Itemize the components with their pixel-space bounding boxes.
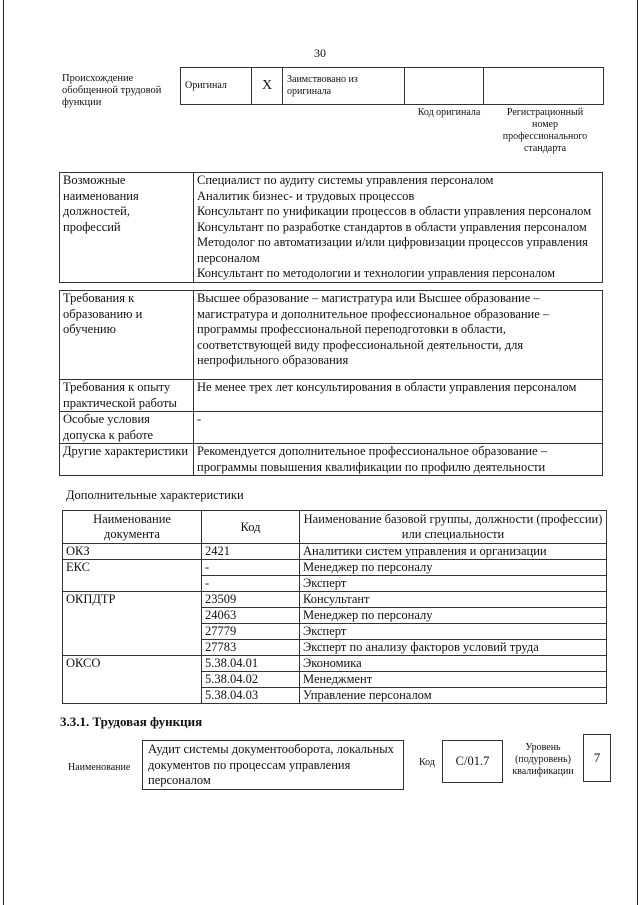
- positions-label: Возможные наименования должностей, профессий: [60, 173, 194, 283]
- name-cell: Экономика: [300, 656, 607, 672]
- position-item: Консультант по методологии и технологии управления персоналом: [197, 266, 556, 280]
- name-cell: Эксперт: [300, 624, 607, 640]
- reg-number-cell: [484, 68, 604, 105]
- code-cell: 27779: [202, 624, 300, 640]
- function-name-box: Аудит системы документооборота, локальных документов по процессам управления персоналом: [142, 740, 404, 790]
- req-special-value: -: [194, 412, 603, 444]
- header-doc: Наименование документа: [63, 511, 202, 544]
- req-education-value: Высшее образование – магистратура или Высшее образование – магистратура и дополнительное профессиональное образование – программы профессиональной переподготовки в области, соответствующей виду профессиональной деятельности, для непрофильного образования: [194, 291, 603, 380]
- doc-cell: ОКПДТР: [63, 592, 202, 656]
- positions-table: [59, 172, 603, 283]
- name-label: Наименование: [68, 762, 131, 773]
- name-cell: Эксперт по анализу факторов условий труда: [300, 640, 607, 656]
- name-cell: Эксперт: [300, 576, 607, 592]
- doc-cell: ОКСО: [63, 656, 202, 704]
- req-experience-label: Требования к опыту практической работы: [60, 380, 194, 412]
- name-cell: Менеджер по персоналу: [300, 560, 607, 576]
- original-label: Оригинал: [181, 68, 252, 105]
- table-row: [63, 592, 607, 608]
- origin-table: [180, 67, 604, 105]
- code-label: Код: [419, 757, 435, 768]
- page-frame-left: [3, 0, 4, 905]
- header-code: Код: [202, 511, 300, 544]
- borrowed-label: Заимствовано из оригинала: [283, 68, 405, 105]
- name-cell: Менеджер по персоналу: [300, 608, 607, 624]
- code-cell: 5.38.04.02: [202, 672, 300, 688]
- position-item: Методолог по автоматизации и/или цифровизации процессов управления персоналом: [197, 235, 588, 265]
- table-row: [63, 560, 607, 576]
- code-cell: -: [202, 576, 300, 592]
- original-mark: X: [252, 68, 283, 105]
- req-special-label: Особые условия допуска к работе: [60, 412, 194, 444]
- name-cell: Управление персоналом: [300, 688, 607, 704]
- req-other-label: Другие характеристики: [60, 444, 194, 476]
- name-cell: Консультант: [300, 592, 607, 608]
- position-item: Консультант по разработке стандартов в области управления персоналом: [197, 219, 587, 234]
- origin-label: Происхождение обобщенной трудовой функции: [62, 73, 162, 108]
- position-item: Аналитик бизнес- и трудовых процессов: [197, 188, 415, 203]
- page-frame-right: [637, 0, 638, 905]
- header-name: Наименование базовой группы, должности (профессии) или специальности: [300, 511, 607, 544]
- code-original-caption: Код оригинала: [417, 107, 481, 118]
- req-other-value: Рекомендуется дополнительное профессиональное образование – программы повышения квалификации по профилю деятельности: [194, 444, 603, 476]
- level-value-box: 7: [583, 734, 611, 782]
- additional-title: Дополнительные характеристики: [66, 488, 244, 502]
- function-code-box: C/01.7: [442, 740, 503, 783]
- position-item: Специалист по аудиту системы управления персоналом: [197, 173, 494, 187]
- req-education-label: Требования к образованию и обучению: [60, 291, 194, 380]
- doc-cell: ОКЗ: [63, 544, 202, 560]
- code-cell: 24063: [202, 608, 300, 624]
- positions-list: [194, 173, 603, 283]
- name-cell: Аналитики систем управления и организации: [300, 544, 607, 560]
- code-cell: -: [202, 560, 300, 576]
- code-cell: 27783: [202, 640, 300, 656]
- code-original-cell: [405, 68, 484, 105]
- code-cell: 2421: [202, 544, 300, 560]
- name-cell: Менеджмент: [300, 672, 607, 688]
- level-label: Уровень (подуровень) квалификации: [512, 742, 574, 777]
- additional-table: [62, 510, 607, 704]
- requirements-table: [59, 290, 603, 476]
- code-cell: 23509: [202, 592, 300, 608]
- page-number: 30: [314, 46, 326, 60]
- code-cell: 5.38.04.01: [202, 656, 300, 672]
- doc-cell: ЕКС: [63, 560, 202, 592]
- reg-number-caption: Регистрационный номер профессионального стандарта: [502, 107, 588, 154]
- table-row: [63, 656, 607, 672]
- position-item: Консультант по унификации процессов в области управления персоналом: [197, 204, 592, 218]
- labor-function-title: 3.3.1. Трудовая функция: [60, 714, 203, 729]
- req-experience-value: Не менее трех лет консультирования в области управления персоналом: [194, 380, 603, 412]
- code-cell: 5.38.04.03: [202, 688, 300, 704]
- table-row: [63, 544, 607, 560]
